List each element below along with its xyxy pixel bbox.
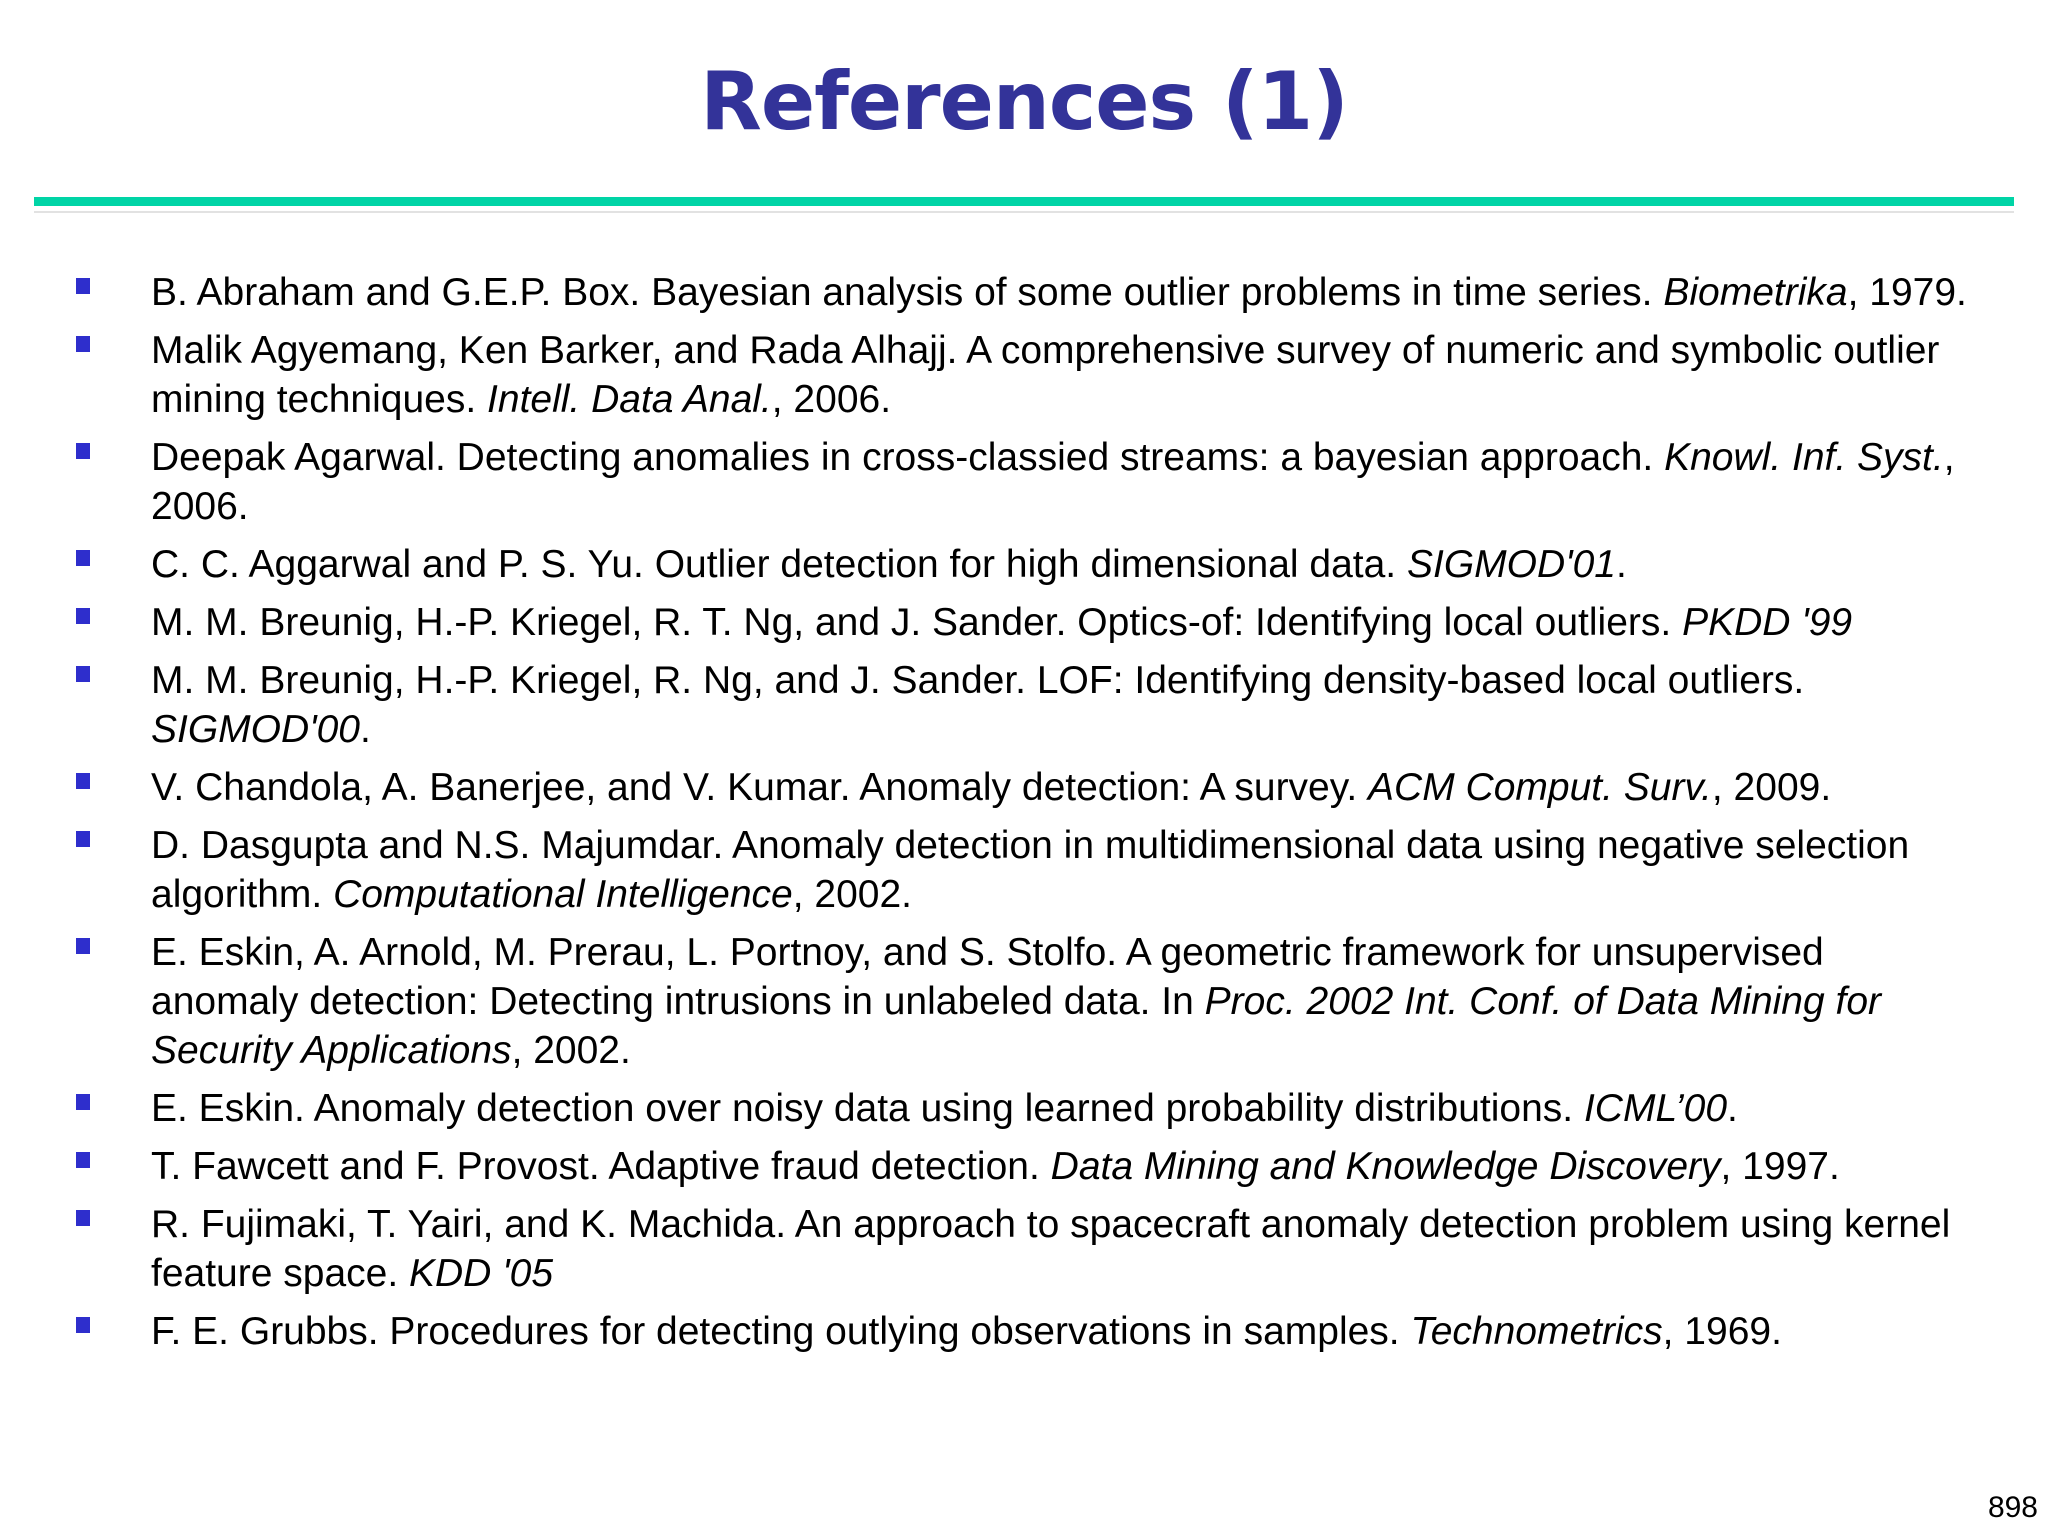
reference-text: M. M. Breunig, H.-P. Kriegel, R. Ng, and J. Sander. LOF: Identifying density-based local outliers. [151,659,1805,702]
reference-venue: SIGMOD'01 [1406,543,1616,586]
reference-item [0,326,2048,424]
reference-tail: , 1997. [1720,1145,1840,1188]
page-number: 898 [1987,1491,2038,1524]
reference-venue: Knowl. Inf. Syst. [1664,436,1944,479]
square-bullet-icon [76,1317,90,1333]
reference-text: E. Eskin. Anomaly detection over noisy data using learned probability distributions. [151,1087,1584,1130]
square-bullet-icon [76,1152,90,1168]
reference-item [0,433,2048,531]
square-bullet-icon [76,1210,90,1226]
square-bullet-icon [76,443,90,459]
square-bullet-icon [76,336,90,352]
reference-list [0,268,2048,1365]
square-bullet-icon [76,666,90,682]
reference-venue: KDD '05 [409,1252,554,1295]
reference-venue: Proc. 2002 Int. Conf. of Data Mining for Security Applications [151,980,1882,1072]
square-bullet-icon [76,938,90,954]
reference-text: M. M. Breunig, H.-P. Kriegel, R. T. Ng, and J. Sander. Optics-of: Identifying local outliers. [151,601,1683,644]
square-bullet-icon [76,550,90,566]
reference-text: T. Fawcett and F. Provost. Adaptive fraud detection. [151,1145,1051,1188]
square-bullet-icon [76,608,90,624]
reference-tail: , 2002. [792,873,912,916]
square-bullet-icon [76,773,90,789]
reference-text: Deepak Agarwal. Detecting anomalies in cross-classied streams: a bayesian approach. [151,436,1665,479]
reference-item [0,1200,2048,1298]
reference-venue: PKDD '99 [1682,601,1853,644]
reference-venue: ICML’00 [1583,1087,1728,1130]
reference-tail: , 2009. [1711,766,1832,809]
reference-text: D. Dasgupta and N.S. Majumdar. Anomaly detection in multidimensional data using negative selection algorithm. [151,824,1910,916]
reference-text: C. C. Aggarwal and P. S. Yu. Outlier detection for high dimensional data. [151,543,1407,586]
reference-tail: , 2006. [771,378,892,421]
reference-item [0,1307,2048,1356]
reference-text: B. Abraham and G.E.P. Box. Bayesian analysis of some outlier problems in time series. [151,271,1664,314]
title-divider [34,197,2014,206]
reference-tail: , 2002. [511,1029,631,1072]
reference-venue: Intell. Data Anal. [487,378,772,421]
square-bullet-icon [76,278,90,294]
reference-text: Malik Agyemang, Ken Barker, and Rada Alhajj. A comprehensive survey of numeric and symbolic outlier mining techniques. [151,329,1940,421]
reference-venue: Data Mining and Knowledge Discovery [1050,1145,1721,1188]
reference-venue: ACM Comput. Surv. [1368,766,1712,809]
reference-tail: . [1615,543,1627,586]
reference-tail: , 2006. [151,436,1955,528]
reference-venue: Biometrika [1663,271,1848,314]
reference-text: E. Eskin, A. Arnold, M. Prerau, L. Portnoy, and S. Stolfo. A geometric framework for unsupervised anomaly detection: Detecting intrusions in unlabeled data. In [151,931,1824,1023]
square-bullet-icon [76,831,90,847]
reference-text: V. Chandola, A. Banerjee, and V. Kumar. Anomaly detection: A survey. [151,766,1369,809]
square-bullet-icon [76,1094,90,1110]
reference-item [0,598,2048,647]
reference-tail: , 1979. [1847,271,1967,314]
reference-item [0,656,2048,754]
reference-item [0,928,2048,1075]
reference-tail: , 1969. [1662,1310,1782,1353]
reference-text: R. Fujimaki, T. Yairi, and K. Machida. An approach to spacecraft anomaly detection problem using kernel feature space. [151,1203,1951,1295]
reference-venue: Technometrics [1410,1310,1663,1353]
reference-item [0,540,2048,589]
slide-title: References (1) [700,55,1348,148]
reference-venue: Computational Intelligence [333,873,793,916]
reference-tail: . [1727,1087,1738,1130]
reference-tail: . [360,708,371,751]
reference-item [0,268,2048,317]
reference-item [0,1142,2048,1191]
reference-item [0,763,2048,812]
reference-item [0,821,2048,919]
reference-venue: SIGMOD'00 [151,708,360,751]
reference-text: F. E. Grubbs. Procedures for detecting outlying observations in samples. [151,1310,1411,1353]
title-divider-shadow [34,211,2014,213]
reference-item [0,1084,2048,1133]
